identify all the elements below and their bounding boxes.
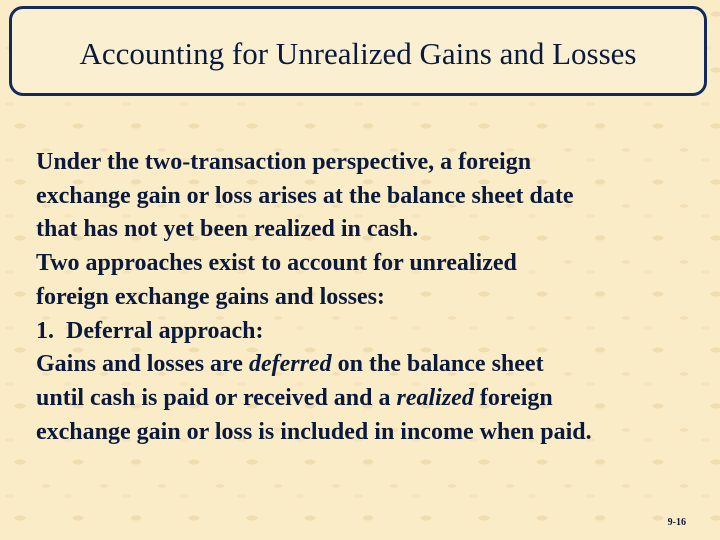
slide-body <box>36 146 696 449</box>
text-run: Gains and losses are <box>36 351 249 378</box>
text-run: on the balance sheet <box>331 351 544 378</box>
numbered-item <box>36 315 696 349</box>
item-label: Deferral approach: <box>66 317 264 344</box>
body-line: that has not yet been realized in cash. <box>36 216 419 243</box>
body-line: Under the two-transaction perspective, a foreign <box>36 149 532 175</box>
text-run: foreign <box>473 384 553 411</box>
emphasis-realized: realized <box>396 384 474 411</box>
text-run: until cash is paid or received and a <box>36 384 397 411</box>
slide-title: Accounting for Unrealized Gains and Losses <box>79 36 637 71</box>
body-line: Two approaches exist to account for unrealized <box>36 250 517 277</box>
body-line <box>36 348 696 382</box>
body-line <box>36 382 696 416</box>
body-line: exchange gain or loss is included in income when paid. <box>36 418 592 445</box>
item-number: 1. <box>36 317 54 344</box>
emphasis-deferred: deferred <box>248 351 332 378</box>
title-box <box>9 6 707 96</box>
body-line: foreign exchange gains and losses: <box>36 283 385 310</box>
page-number: 9-16 <box>667 517 686 528</box>
body-line: exchange gain or loss arises at the balance sheet date <box>36 182 574 209</box>
